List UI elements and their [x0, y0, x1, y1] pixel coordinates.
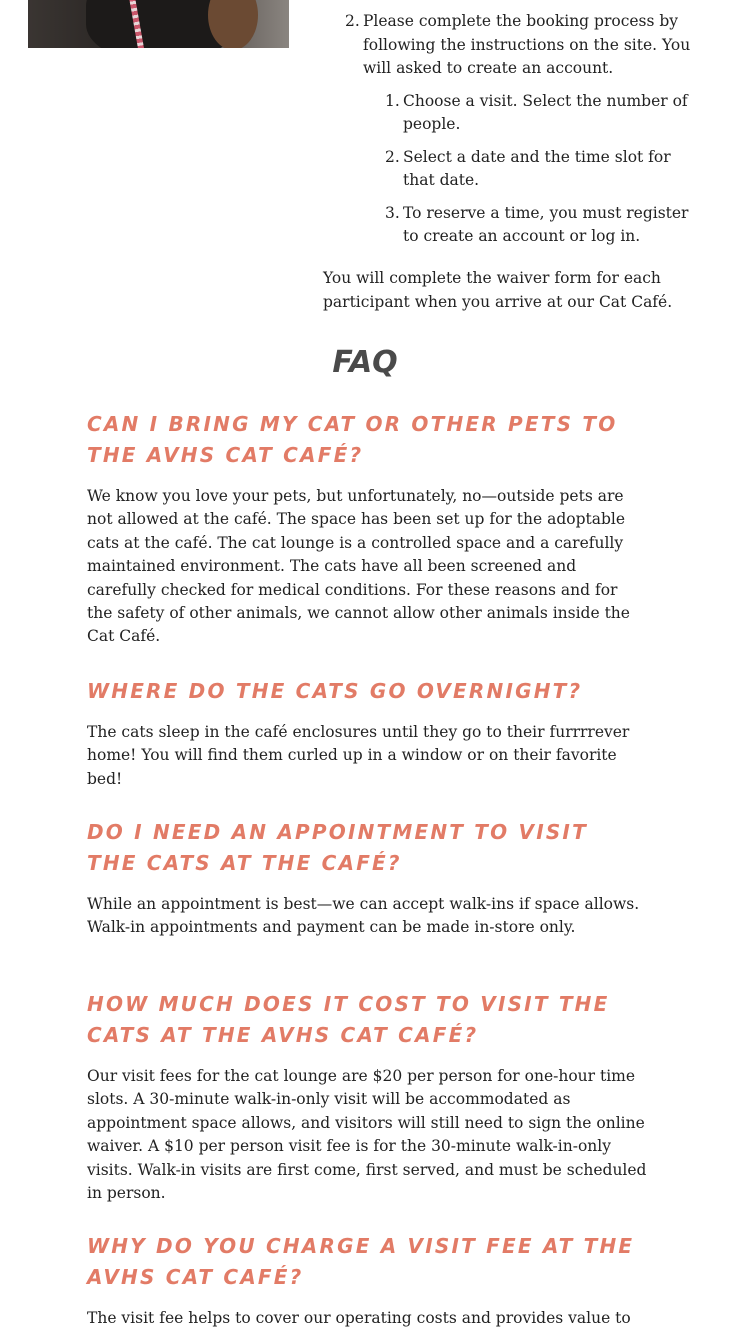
photo-person-hair [208, 0, 258, 48]
faq-item-appointment [87, 817, 647, 940]
faq-answer: While an appointment is best—we can accept walk-ins if space allows. Walk-in appointments and payment can be made in-store only. [87, 895, 640, 937]
faq-answer: We know you love your pets, but unfortunately, no—outside pets are not allowed at the café. The space has been set up for the adoptable cats at the café. The cat lounge is a controlled space and a carefully maintained environment. The cats have all been screened and carefully checked for medical conditions. For these reasons and for the safety of other animals, we cannot allow other animals inside the Cat Café. [87, 487, 630, 646]
faq-question: WHERE DO THE CATS GO OVERNIGHT? [87, 679, 583, 703]
faq-answer: The visit fee helps to cover our operating costs and provides value to [87, 1309, 631, 1327]
booking-step-2-text: Please complete the booking process by following the instructions on the site. You will asked to create an account. [363, 12, 691, 77]
cafe-visitor-photo [28, 0, 289, 48]
booking-steps [323, 10, 705, 258]
faq-answer: The cats sleep in the café enclosures until they go to their furrrrever home! You will find them curled up in a window or on their favorite bed! [87, 723, 630, 788]
faq-answer: Our visit fees for the cat lounge are $20 per person for one-hour time slots. A 30-minute walk-in-only visit will be accommodated as appointment space allows, and visitors will still need to sign the online waiver. A $10 per person visit fee is for the 30-minute walk-in-only visits. Walk-in visits are first come, first served, and must be scheduled in person. [87, 1067, 647, 1203]
faq-question: CAN I BRING MY CAT OR OTHER PETS TO THE AVHS CAT CAFÉ? [87, 412, 618, 467]
booking-substep-3: To reserve a time, you must register to create an account or log in. [403, 203, 689, 245]
booking-substep-2: Select a date and the time slot for that date. [403, 147, 671, 189]
faq-item-cost [87, 989, 647, 1205]
booking-substep-1: Choose a visit. Select the number of people. [403, 91, 688, 133]
faq-heading: FAQ [332, 345, 398, 380]
waiver-note: You will complete the waiver form for each participant when you arrive at our Cat Café. [323, 269, 673, 311]
faq-item-overnight [87, 676, 647, 791]
faq-question: HOW MUCH DOES IT COST TO VISIT THE CATS AT THE AVHS CAT CAFÉ? [87, 992, 610, 1047]
faq-question: WHY DO YOU CHARGE A VISIT FEE AT THE AVHS CAT CAFÉ? [87, 1234, 635, 1289]
faq-question: DO I NEED AN APPOINTMENT TO VISIT THE CATS AT THE CAFÉ? [87, 820, 588, 875]
booking-substeps-list [363, 90, 705, 249]
booking-steps-list [323, 10, 705, 249]
faq-item-pets [87, 409, 647, 649]
faq-item-fee-reason [87, 1231, 647, 1330]
booking-step-2 [363, 10, 705, 249]
